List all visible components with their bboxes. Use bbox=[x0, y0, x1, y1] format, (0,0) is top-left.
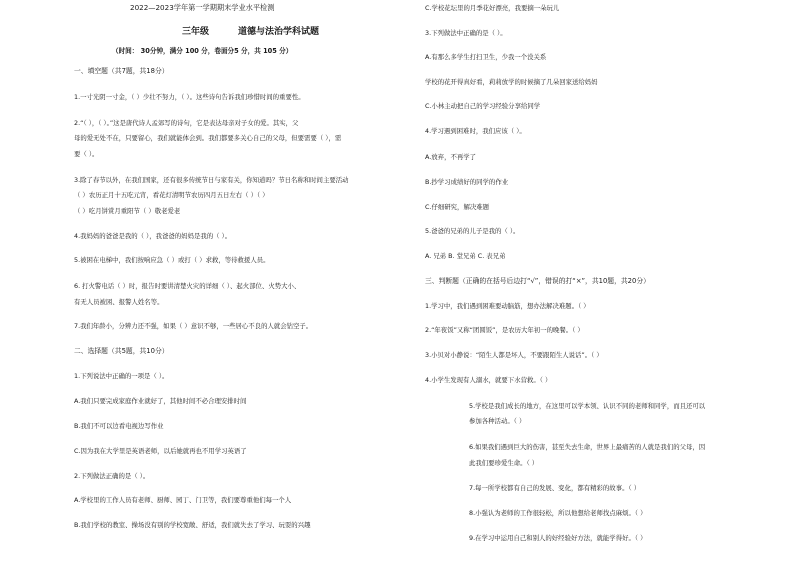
fill-line: 有无人员被困、报警人姓名等。 bbox=[74, 298, 164, 306]
fill-section-title: 一、填空题（共7题，共18分） bbox=[74, 67, 169, 75]
exam-info: （时间： 30分钟，满分 100 分，卷面分5 分，共 105 分） bbox=[112, 47, 293, 55]
fill-line: 4.我妈妈的爸爸是我的（ ），我爸爸的妈妈是我的（ ）。 bbox=[74, 232, 232, 240]
choice-line: B.我们学校的教室、操场没有别的学校宽敞、舒适，我们就失去了学习、玩耍的兴趣 bbox=[74, 521, 311, 529]
choice-line: A.学校里的工作人员有老师、厨师、园丁、门卫等，我们要尊重他们每一个人 bbox=[74, 496, 292, 504]
judge-line: 5.学校是我们成长的地方，在这里可以学本领、认识不同的老师和同学，而且还可以 bbox=[469, 402, 706, 410]
fill-line: 5.被困在电梯中，我们按响应急（ ）或打（ ）求救，等待救援人员。 bbox=[74, 256, 270, 264]
choice-line: 4.学习遇到困难时，我们应该（ ）。 bbox=[425, 127, 526, 135]
fill-line: （ ）吃月饼赏月重阳节（ ）敬老爱老 bbox=[74, 207, 181, 215]
judge-line: 7.每一所学校都有自己的发展、变化，都有精彩的故事。（ ） bbox=[469, 484, 641, 492]
judge-line: 9.在学习中运用自己和别人的好经验好方法，就能学得好。（ ） bbox=[469, 534, 647, 542]
fill-line: 7.我们年龄小，分辨力还不强，如果（ ）意识不够，一些居心不良的人就会钻空子。 bbox=[74, 322, 313, 330]
judge-line: 参加各种活动。（ ） bbox=[469, 417, 526, 425]
fill-line: 6. 打火警电话（ ）时，报告时要讲清楚火灾的详细（ ）、起火部位、火势大小、 bbox=[74, 282, 301, 290]
judge-line: 2.“年夜饭”又称“团圆饭”，是农历大年初一的晚餐。（ ） bbox=[425, 326, 584, 334]
choice-line: 1.下列说法中正确的一项是（ ）。 bbox=[74, 372, 169, 380]
choice-line: C.小林主动把自己的学习经验分享给同学 bbox=[425, 102, 541, 110]
choice-section-title: 二、选择题（共5题，共10分） bbox=[74, 347, 169, 355]
paper-title-grade: 三年级 bbox=[182, 27, 210, 37]
choice-line: C.因为我在大学里是英语老师，以后她就再也不用学习英语了 bbox=[74, 447, 247, 455]
fill-line: （ ）农历正月十五吃元宵，看花灯清明节农历四月五日左右（ ）（ ） bbox=[74, 191, 269, 199]
fill-line: 要（ ）。 bbox=[74, 150, 99, 158]
choice-line: C.仔细研究，解决难题 bbox=[425, 203, 490, 211]
paper-title-subject: 道德与法治学科试题 bbox=[238, 27, 320, 37]
judge-section-title: 三、判断题（正确的在括号后边打“√”，错误的打“×”，共10题，共20分） bbox=[425, 277, 650, 285]
fill-line: 母的爱无处不在，只要留心，我们就能体会到。我们都要多关心自己的父母，但要需要（ ），需 bbox=[74, 134, 342, 142]
choice-line: 5.爸爸的兄弟的儿子是我的（ ）。 bbox=[425, 227, 520, 235]
judge-line: 此我们要珍爱生命。（ ） bbox=[469, 459, 539, 467]
choice-line: A.放弃，不再学了 bbox=[425, 153, 477, 161]
fill-line: 3.除了春节以外，在我们国家，还有很多传统节日与家有关，你知道吗？节日名称和时间主要活动 bbox=[74, 176, 349, 184]
choice-line: A.我们只要完成家庭作业就好了，其他时间不必合理安排时间 bbox=[74, 397, 247, 405]
judge-line: 1.学习中，我们遇到困难要动脑筋，想办法解决难题。（ ） bbox=[425, 302, 590, 310]
choice-line: C.学校花坛里的月季花好漂亮，我要摘一朵玩儿 bbox=[425, 4, 560, 12]
choice-line: A.有那么多学生打扫卫生，少我一个没关系 bbox=[425, 53, 547, 61]
judge-line: 4.小学生发现有人溺水，就要下水营救。（ ） bbox=[425, 376, 552, 384]
choice-line: 学校的花开得真好看，莉莉放学的时候摘了几朵回家送给妈妈 bbox=[425, 78, 598, 86]
choice-line: B.抄学习成绩好的同学的作业 bbox=[425, 178, 509, 186]
fill-line: 2.“（ ），（ ）。”这是唐代诗人孟郊写的诗句，它是表达母亲对子女的爱。其实，父 bbox=[74, 119, 299, 127]
judge-line: 6.如果我们遇到巨大的伤害，甚至失去生命，世界上最痛苦的人就是我们的父母，因 bbox=[469, 443, 706, 451]
judge-line: 8.小强认为老师的工作很轻松，所以他想给老师找点麻烦。（ ） bbox=[469, 509, 647, 517]
choice-line: 3.下列做法中正确的是（ ）。 bbox=[425, 29, 507, 37]
choice-line: 2.下列做法正确的是（ ）。 bbox=[74, 472, 150, 480]
choice-line: A. 兄弟 B. 堂兄弟 C. 表兄弟 bbox=[425, 252, 506, 260]
judge-line: 3.小贝对小静说：“陌生人都是坏人，不要跟陌生人说话”。（ ） bbox=[425, 351, 603, 359]
fill-line: 1.一寸光阴一寸金，（ ）少壮不努力，（ ）。这些诗句告诉我们珍惜时间的重要性。 bbox=[74, 93, 305, 101]
choice-line: B.我们不可以边看电视边写作业 bbox=[74, 422, 164, 430]
exam-title: 2022—2023学年第一学期期末学业水平检测 bbox=[130, 3, 275, 12]
